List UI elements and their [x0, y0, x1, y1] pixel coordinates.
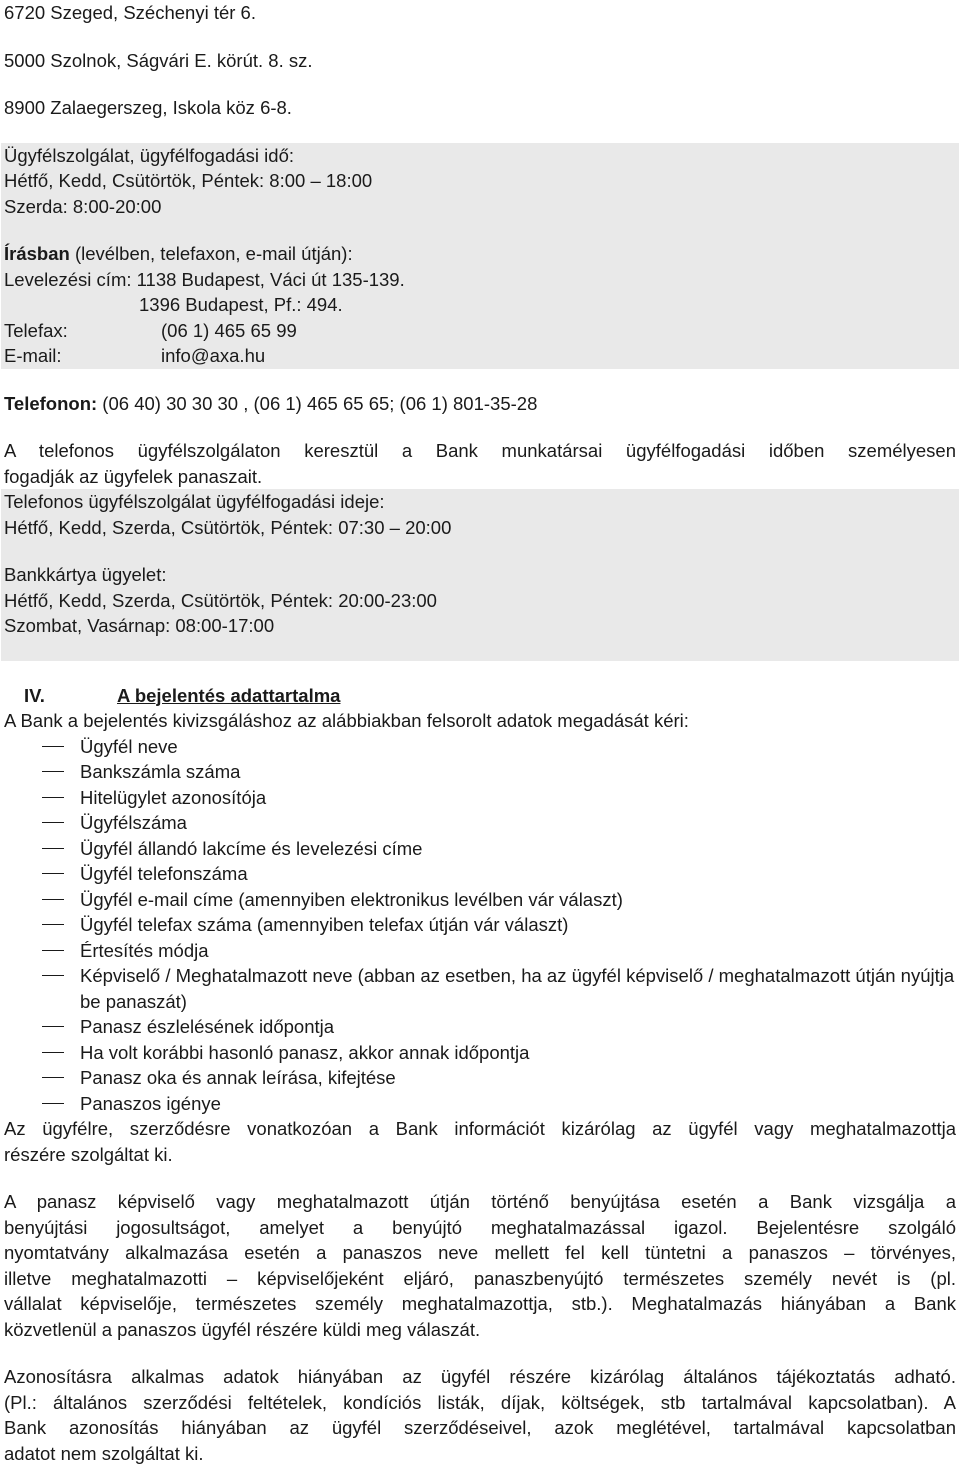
written-label-rest: (levélben, telefaxon, e-mail útján):	[70, 243, 353, 264]
service-hours-title: Ügyfélszolgálat, ügyfélfogadási idő:	[4, 143, 956, 169]
required-data-list	[4, 734, 956, 1117]
paragraph-representative	[4, 1189, 956, 1342]
phone-numbers: (06 40) 30 30 30 , (06 1) 465 65 65; (06 1) 801-35-28	[97, 393, 537, 414]
email-row	[4, 343, 956, 369]
paragraph-identification	[4, 1364, 956, 1466]
po-box: 1396 Budapest, Pf.: 494.	[4, 292, 956, 318]
telefax-label: Telefax:	[4, 318, 161, 344]
telefax-value: (06 1) 465 65 99	[161, 320, 297, 341]
dash-bullet	[42, 848, 64, 849]
list-item: Panasz oka és annak leírása, kifejtése	[4, 1065, 956, 1091]
paragraph-line: benyújtási jogosultságot, amelyet a benyújtó meghatalmazással igazol. Bejelentésre szolgáló	[4, 1215, 956, 1241]
email-label: E-mail:	[4, 343, 161, 369]
paragraph-line: részére szolgáltat ki.	[4, 1142, 956, 1168]
paragraph-line: közvetlenül a panaszos ügyfél részére küldi meg válaszát.	[4, 1317, 956, 1343]
list-item: Ha volt korábbi hasonló panasz, akkor annak időpontja	[4, 1040, 956, 1066]
section-number: IV.	[4, 683, 117, 709]
dash-bullet	[42, 822, 64, 823]
list-item: Ügyfél e-mail címe (amennyiben elektronikus levélben vár választ)	[4, 887, 956, 913]
dash-bullet	[42, 746, 64, 747]
dash-bullet	[42, 1103, 64, 1104]
dash-bullet	[42, 975, 64, 976]
phone-desc-line1: A telefonos ügyfélszolgálaton keresztül a Bank munkatársai ügyfélfogadási időben személyesen	[4, 438, 956, 464]
dash-bullet	[42, 797, 64, 798]
phone-label: Telefonon:	[4, 393, 97, 414]
paragraph-line: Bank azonosítás hiányában az ügyfél szerződéseivel, azok meglétével, tartalmával kapcsolatban	[4, 1415, 956, 1441]
dash-bullet	[42, 924, 64, 925]
list-item: Panaszos igénye	[4, 1091, 956, 1117]
paragraph-line: adatot nem szolgáltat ki.	[4, 1441, 956, 1466]
dash-bullet	[42, 1052, 64, 1053]
address-zalaegerszeg: 8900 Zalaegerszeg, Iskola köz 6-8.	[4, 95, 956, 121]
list-item: Ügyfél állandó lakcíme és levelezési címe	[4, 836, 956, 862]
card-duty-title: Bankkártya ügyelet:	[4, 562, 956, 588]
phone-hours-title: Telefonos ügyfélszolgálat ügyfélfogadási ideje:	[4, 489, 956, 515]
list-item: Értesítés módja	[4, 938, 956, 964]
list-item: Ügyfél neve	[4, 734, 956, 760]
dash-bullet	[42, 771, 64, 772]
list-item: Ügyfél telefonszáma	[4, 861, 956, 887]
written-label: Írásban	[4, 243, 70, 264]
paragraph-line: Azonosításra alkalmas adatok hiányában az ügyfél részére kizárólag általános tájékoztatás adható.	[4, 1364, 956, 1390]
paragraph-line: A panasz képviselő vagy meghatalmazott útján történő benyújtása esetén a Bank vizsgálja a	[4, 1189, 956, 1215]
service-hours-weekdays: Hétfő, Kedd, Csütörtök, Péntek: 8:00 – 18:00	[4, 168, 956, 194]
list-item: Hitelügylet azonosítója	[4, 785, 956, 811]
dash-bullet	[42, 899, 64, 900]
phone-hours-block	[1, 489, 959, 661]
phone-row	[4, 391, 956, 417]
telefax-row	[4, 318, 956, 344]
paragraph-line: Az ügyfélre, szerződésre vonatkozóan a Bank információt kizárólag az ügyfél vagy meghatalmazottja	[4, 1116, 956, 1142]
section-heading	[4, 683, 956, 709]
paragraph-info-disclosure	[4, 1116, 956, 1167]
card-duty-weekend: Szombat, Vasárnap: 08:00-17:00	[4, 613, 956, 639]
mail-address: Levelezési cím: 1138 Budapest, Váci út 135-139.	[4, 267, 956, 293]
dash-bullet	[42, 1026, 64, 1027]
contact-block	[1, 143, 959, 369]
list-item: Ügyfélszáma	[4, 810, 956, 836]
paragraph-line: nyomtatvány alkalmazása esetén a panaszos neve mellett fel kell tüntetni a panaszos – törvényes,	[4, 1240, 956, 1266]
dash-bullet	[42, 950, 64, 951]
section-title: A bejelentés adattartalma	[117, 685, 340, 706]
dash-bullet	[42, 873, 64, 874]
paragraph-line: illetve meghatalmazotti – képviselőjeként eljáró, panaszbenyújtó természetes személy nevét is (pl.	[4, 1266, 956, 1292]
dash-bullet	[42, 1077, 64, 1078]
paragraph-line: (Pl.: általános szerződési feltételek, kondíciós listák, díjak, költségek, stb tartalmával kapcsolatban). A	[4, 1390, 956, 1416]
section-intro: A Bank a bejelentés kivizsgáláshoz az alábbiakban felsorolt adatok megadását kéri:	[4, 708, 956, 734]
list-item: Képviselő / Meghatalmazott neve (abban az esetben, ha az ügyfél képviselő / meghatalmazott útján nyújtja be panaszát)	[4, 963, 956, 1014]
written-contact-heading	[4, 241, 956, 267]
email-value[interactable]: info@axa.hu	[161, 345, 265, 366]
phone-hours-line: Hétfő, Kedd, Szerda, Csütörtök, Péntek: 07:30 – 20:00	[4, 515, 956, 541]
address-szolnok: 5000 Szolnok, Ságvári E. körút. 8. sz.	[4, 48, 956, 74]
list-item: Bankszámla száma	[4, 759, 956, 785]
card-duty-weekdays: Hétfő, Kedd, Szerda, Csütörtök, Péntek: 20:00-23:00	[4, 588, 956, 614]
service-hours-wednesday: Szerda: 8:00-20:00	[4, 194, 956, 220]
address-szeged: 6720 Szeged, Széchenyi tér 6.	[4, 0, 956, 26]
list-item: Panasz észlelésének időpontja	[4, 1014, 956, 1040]
paragraph-line: vállalat képviselője, természetes személy meghatalmazottja, stb.). Meghatalmazás hiányában a Bank	[4, 1291, 956, 1317]
list-item: Ügyfél telefax száma (amennyiben telefax útján vár választ)	[4, 912, 956, 938]
phone-desc-line2: fogadják az ügyfelek panaszait.	[4, 464, 956, 490]
